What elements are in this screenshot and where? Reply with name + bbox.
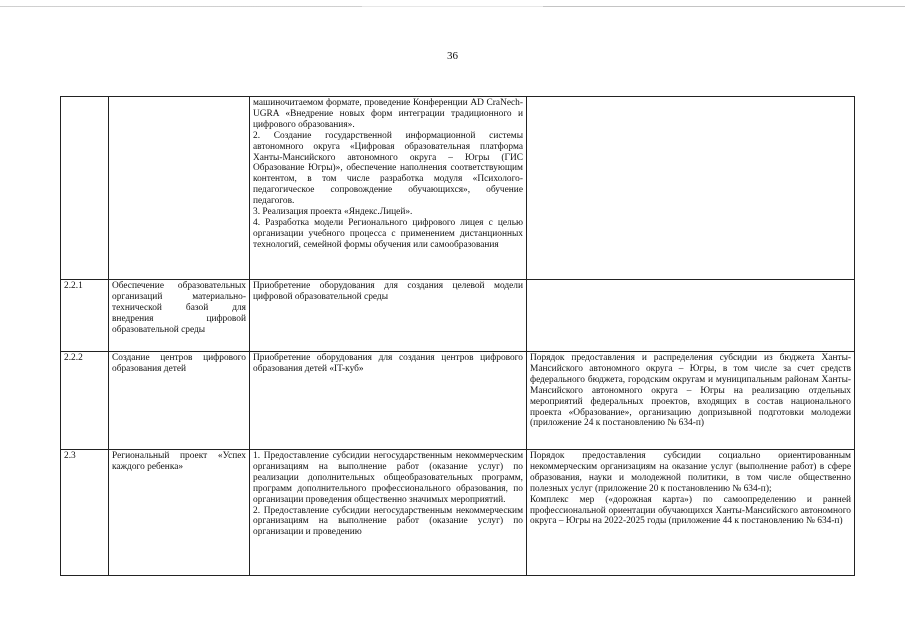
doc-paragraph: Порядок предоставления и распределения субсидии из бюджета Ханты-Мансийского автономного округа – Югры, в том числе за счет средств федерального бюджета, городским округам и муниципальным районам Ханты-Мансийского автономного округа – Югры на реализацию отдельных мероприятий федеральных проектов, входящих в состав национального проекта «Образование», организацию допризывной подготовки молодежи (приложение 24 к постановлению № 634-п) [530,353,851,429]
row-docs-cell [527,352,855,450]
row-docs-cell [527,97,855,280]
row-number-cell: 2.3 [61,450,109,576]
measure-paragraph: Приобретение оборудования для создания целевой модели цифровой образовательной среды [253,281,523,302]
measure-paragraph: 4. Разработка модели Регионального цифрового лицея с целью организации учебного процесса с применением дистанционных технологий, семейной формы обучения или самообразования [253,217,523,250]
row-docs-cell [527,450,855,576]
measure-paragraph: 1. Предоставление субсидии негосударственным некоммерческим организациям на выполнение работ (оказание услуг) по реализации дополнительных общеобразовательных программ, программ дополнительного профессионального образования, по организации проведения общественно значимых мероприятий. [253,451,523,505]
program-measures-table [60,96,855,576]
measure-paragraph: 2. Предоставление субсидии негосударственным некоммерческим организациям на выполнение работ (оказание услуг) по организации и проведению [253,505,523,538]
row-number-cell [61,97,109,280]
measure-paragraph: 3. Реализация проекта «Яндекс.Лицей». [253,207,413,218]
row-number-cell: 2.2.2 [61,352,109,450]
row-name-cell [109,97,250,280]
row-number-cell: 2.2.1 [61,280,109,352]
row-name-cell: Создание центров цифрового образования детей [109,352,250,450]
measure-paragraph: Приобретение оборудования для создания центров цифрового образования детей «IT-куб» [253,353,523,374]
row-name-cell: Обеспечение образовательных организаций материально-технической базой для внедрения цифровой образовательной среды [109,280,250,352]
measure-paragraph: 2. Создание государственной информационной системы автономного округа «Цифровая образовательная платформа Ханты-Мансийского автономного округа – Югры (ГИС Образование Югры)», обеспечение наполнения соответствующим контентом, в том числе разработка модуля «Психолого-педагогическое сопровождение обучающихся», обучение педагогов. [253,130,523,207]
row-measures-cell [250,450,527,576]
row-measures-cell [250,352,527,450]
row-name-cell: Региональный проект «Успех каждого ребенка» [109,450,250,576]
table-row [61,97,855,280]
row-measures-cell [250,97,527,280]
measure-paragraph: машиночитаемом формате, проведение Конференции AD CraNech-UGRA «Внедрение новых форм интеграции традиционного и цифрового образования». [253,98,523,130]
scan-edge-line [0,6,905,7]
table-row [61,450,855,576]
table-row [61,352,855,450]
row-measures-cell [250,280,527,352]
page-number: 36 [447,50,458,62]
table-row [61,280,855,352]
doc-paragraph: Комплекс мер («дорожная карта») по самоопределению и ранней профессиональной ориентации обучающихся Ханты-Мансийского автономного округа – Югры на 2022-2025 годы (приложение 44 к постановлению № 634-п) [530,494,851,527]
row-docs-cell [527,280,855,352]
doc-paragraph: Порядок предоставления субсидии социально ориентированным некоммерческим организациям на оказание услуг (выполнение работ) в сфере образования, науки и молодежной политики, в том числе общественно полезных услуг (приложение 20 к постановлению № 634-п); [530,451,851,494]
